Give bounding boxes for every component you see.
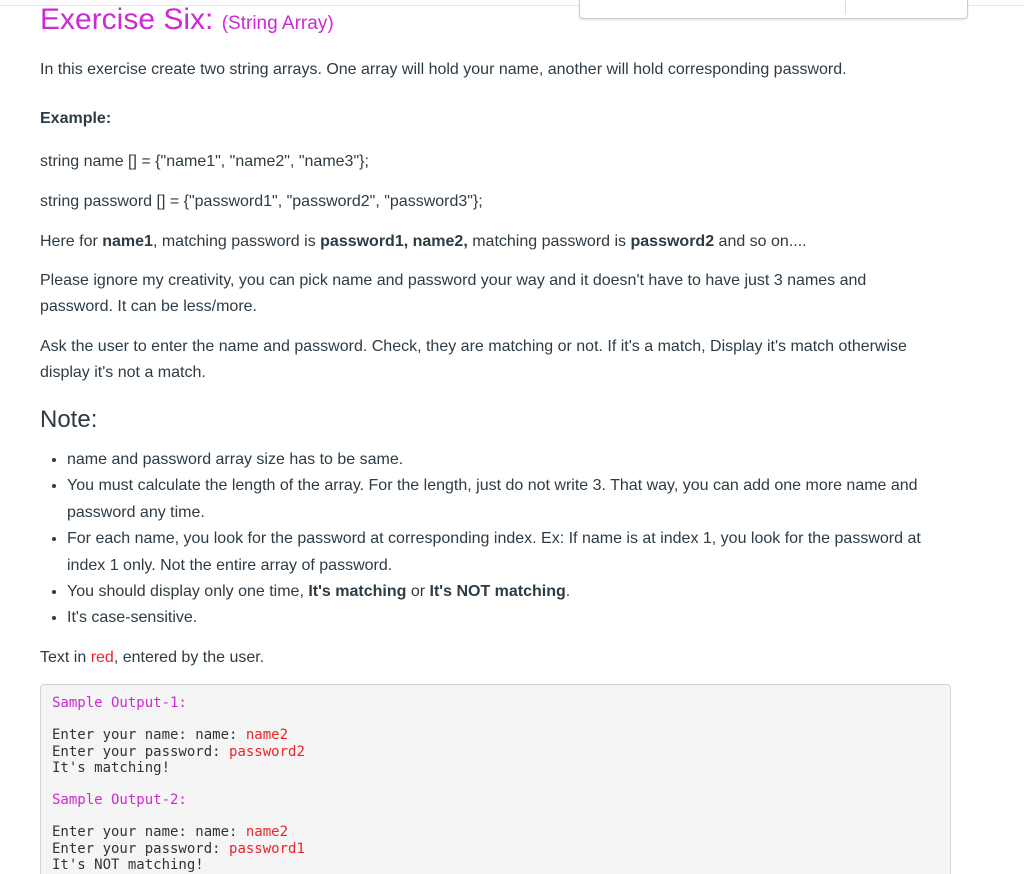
example-explanation: Here for name1, matching password is password1, name2, matching password is password2 and so on....	[40, 233, 807, 250]
sample-output-1-heading: Sample Output-1:	[52, 695, 187, 711]
page-title-main: Exercise Six:	[40, 3, 214, 36]
example-line-name: string name [] = {"name1", "name2", "name3"};	[40, 153, 369, 170]
note-item: • You should display only one time, It's matching or It's NOT matching.	[67, 579, 947, 605]
user-input: password1	[229, 840, 305, 857]
toolbar-separator	[845, 1, 846, 14]
legend-text: Text in red, entered by the user.	[40, 649, 265, 666]
note-item: • You must calculate the length of the array. For the length, just do not write 3. That way, you can add one more name and password any time.	[67, 473, 947, 526]
sample-2-result-line: It's NOT matching!	[52, 857, 204, 873]
example-line-password: string password [] = {"password1", "password2", "password3"};	[40, 193, 483, 210]
page-title	[40, 2, 334, 42]
top-toolbar-panel	[579, 0, 968, 19]
ask-user-text: Ask the user to enter the name and password. Check, they are matching or not. If it's a match, Display it's match otherwise display it's not a match.	[40, 338, 907, 381]
sample-1-password-line: Enter your password: password2	[52, 743, 305, 760]
user-input: name2	[245, 824, 289, 840]
sample-2-password-line: Enter your password: password1	[52, 840, 305, 857]
intro-text: In this exercise create two string arrays. One array will hold your name, another will hold corresponding password.	[40, 61, 847, 78]
ignore-creativity-text: Please ignore my creativity, you can pick name and password your way and it doesn't have to have just 3 names and password. It can be less/more.	[40, 272, 867, 315]
sample-2-name-line: Enter your name: name: name2	[52, 824, 289, 840]
sample-output-2-heading: Sample Output-2:	[52, 792, 187, 808]
red-word: red	[90, 649, 114, 666]
note-item: • name and password array size has to be same.	[67, 447, 947, 473]
example-label: Example:	[40, 110, 112, 127]
note-item: • For each name, you look for the password at corresponding index. Ex: If name is at index 1, you look for the password at index 1 only. Not the entire array of password.	[67, 526, 947, 579]
note-item: • It's case-sensitive.	[67, 605, 947, 631]
user-input: password2	[229, 743, 305, 760]
note-heading: Note:	[40, 406, 98, 433]
sample-1-result-line: It's matching!	[52, 760, 171, 776]
sample-1-name-line: Enter your name: name: name2	[52, 727, 289, 743]
user-input: name2	[245, 727, 289, 743]
note-list	[40, 447, 947, 632]
sample-output-block	[40, 684, 951, 874]
page-subtitle: (String Array)	[221, 13, 334, 34]
